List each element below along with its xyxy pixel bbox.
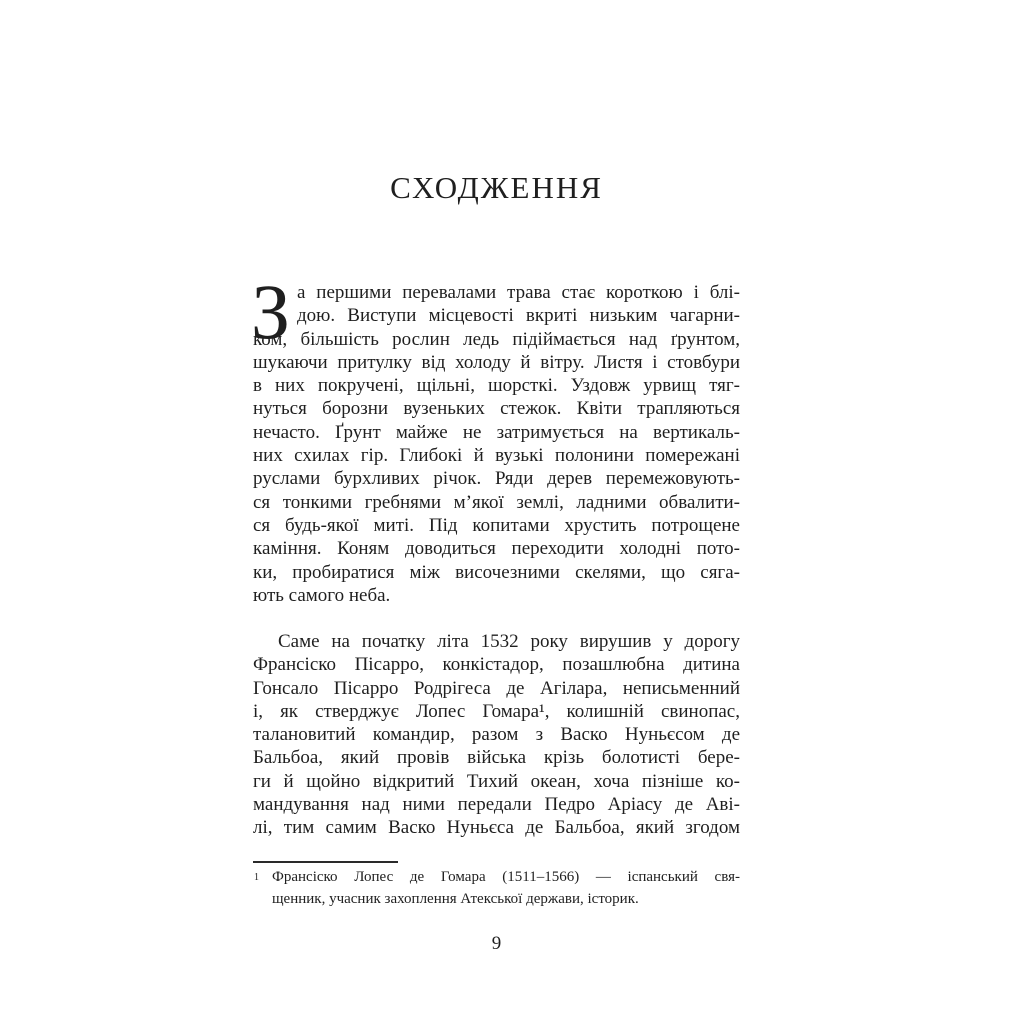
- text-line: шукаючи притулку від холоду й вітру. Листя і стовбури: [253, 351, 740, 373]
- text-line: талановитий командир, разом з Васко Нуньєсом де: [253, 724, 740, 746]
- chapter-title: СХОДЖЕННЯ: [390, 170, 603, 205]
- paragraph-1: [251, 268, 740, 607]
- text-line: нуться борозни вузеньких стежок. Квіти трапляються: [253, 398, 740, 420]
- text-line: каміння. Коням доводиться переходити холодні пото-: [253, 538, 740, 560]
- text-line: ком, більшість рослин ледь підіймається над ґрунтом,: [253, 328, 740, 350]
- footnote-marker: 1: [254, 872, 259, 883]
- dropcap: [251, 268, 297, 355]
- footnote-separator: [253, 861, 398, 863]
- text-line: них схилах гір. Глибокі й вузькі полонини помережані: [253, 445, 740, 467]
- text-line: Франсіско Лопес де Гомара (1511–1566) — іспанський свя-: [272, 869, 740, 885]
- text-line: ся будь-якої миті. Під копитами хрустить потрощене: [253, 514, 740, 536]
- text-line: Бальбоа, який провів війська крізь болотисті бере-: [253, 747, 740, 769]
- text-line: в них покручені, щільні, шорсткі. Уздовж урвищ тяг-: [253, 375, 740, 397]
- text-line: мандування над ними передали Педро Аріасу де Аві-: [253, 794, 740, 816]
- text-line: ють самого неба.: [253, 584, 391, 606]
- text-line: Саме на початку літа 1532 року вирушив у дорогу: [278, 631, 740, 652]
- text-line: Гонсало Пісарро Родрігеса де Агілара, неписьменний: [253, 677, 740, 699]
- paragraph-2: [253, 630, 740, 840]
- text-line: нечасто. Ґрунт майже не затримується на вертикаль-: [253, 421, 740, 443]
- text-line: лі, тим самим Васко Нуньєса де Бальбоа, який згодом: [253, 817, 740, 839]
- dropcap-letter: З: [251, 268, 291, 355]
- text-line: ги й щойно відкритий Тихий океан, хоча пізніше ко-: [253, 770, 740, 792]
- text-line: і, як стверджує Лопес Гомара¹, колишній свинопас,: [253, 700, 740, 722]
- footnote: [253, 866, 740, 910]
- text-line: дою. Виступи місцевості вкриті низьким чагарни-: [297, 305, 740, 327]
- text-line: щенник, учасник захоплення Атекської держави, історик.: [272, 891, 639, 907]
- text-line: ки, пробиратися між височезними скелями, що сяга-: [253, 561, 740, 583]
- text-line: руслами бурхливих річок. Ряди дерев перемежовують-: [253, 468, 740, 490]
- page-number: 9: [491, 933, 502, 954]
- text-line: Франсіско Пісарро, конкістадор, позашлюбна дитина: [253, 654, 740, 676]
- text-line: ся тонкими гребнями м’якої землі, ладними обвалити-: [253, 491, 740, 513]
- text-line: а першими перевалами трава стає короткою і блі-: [297, 282, 740, 303]
